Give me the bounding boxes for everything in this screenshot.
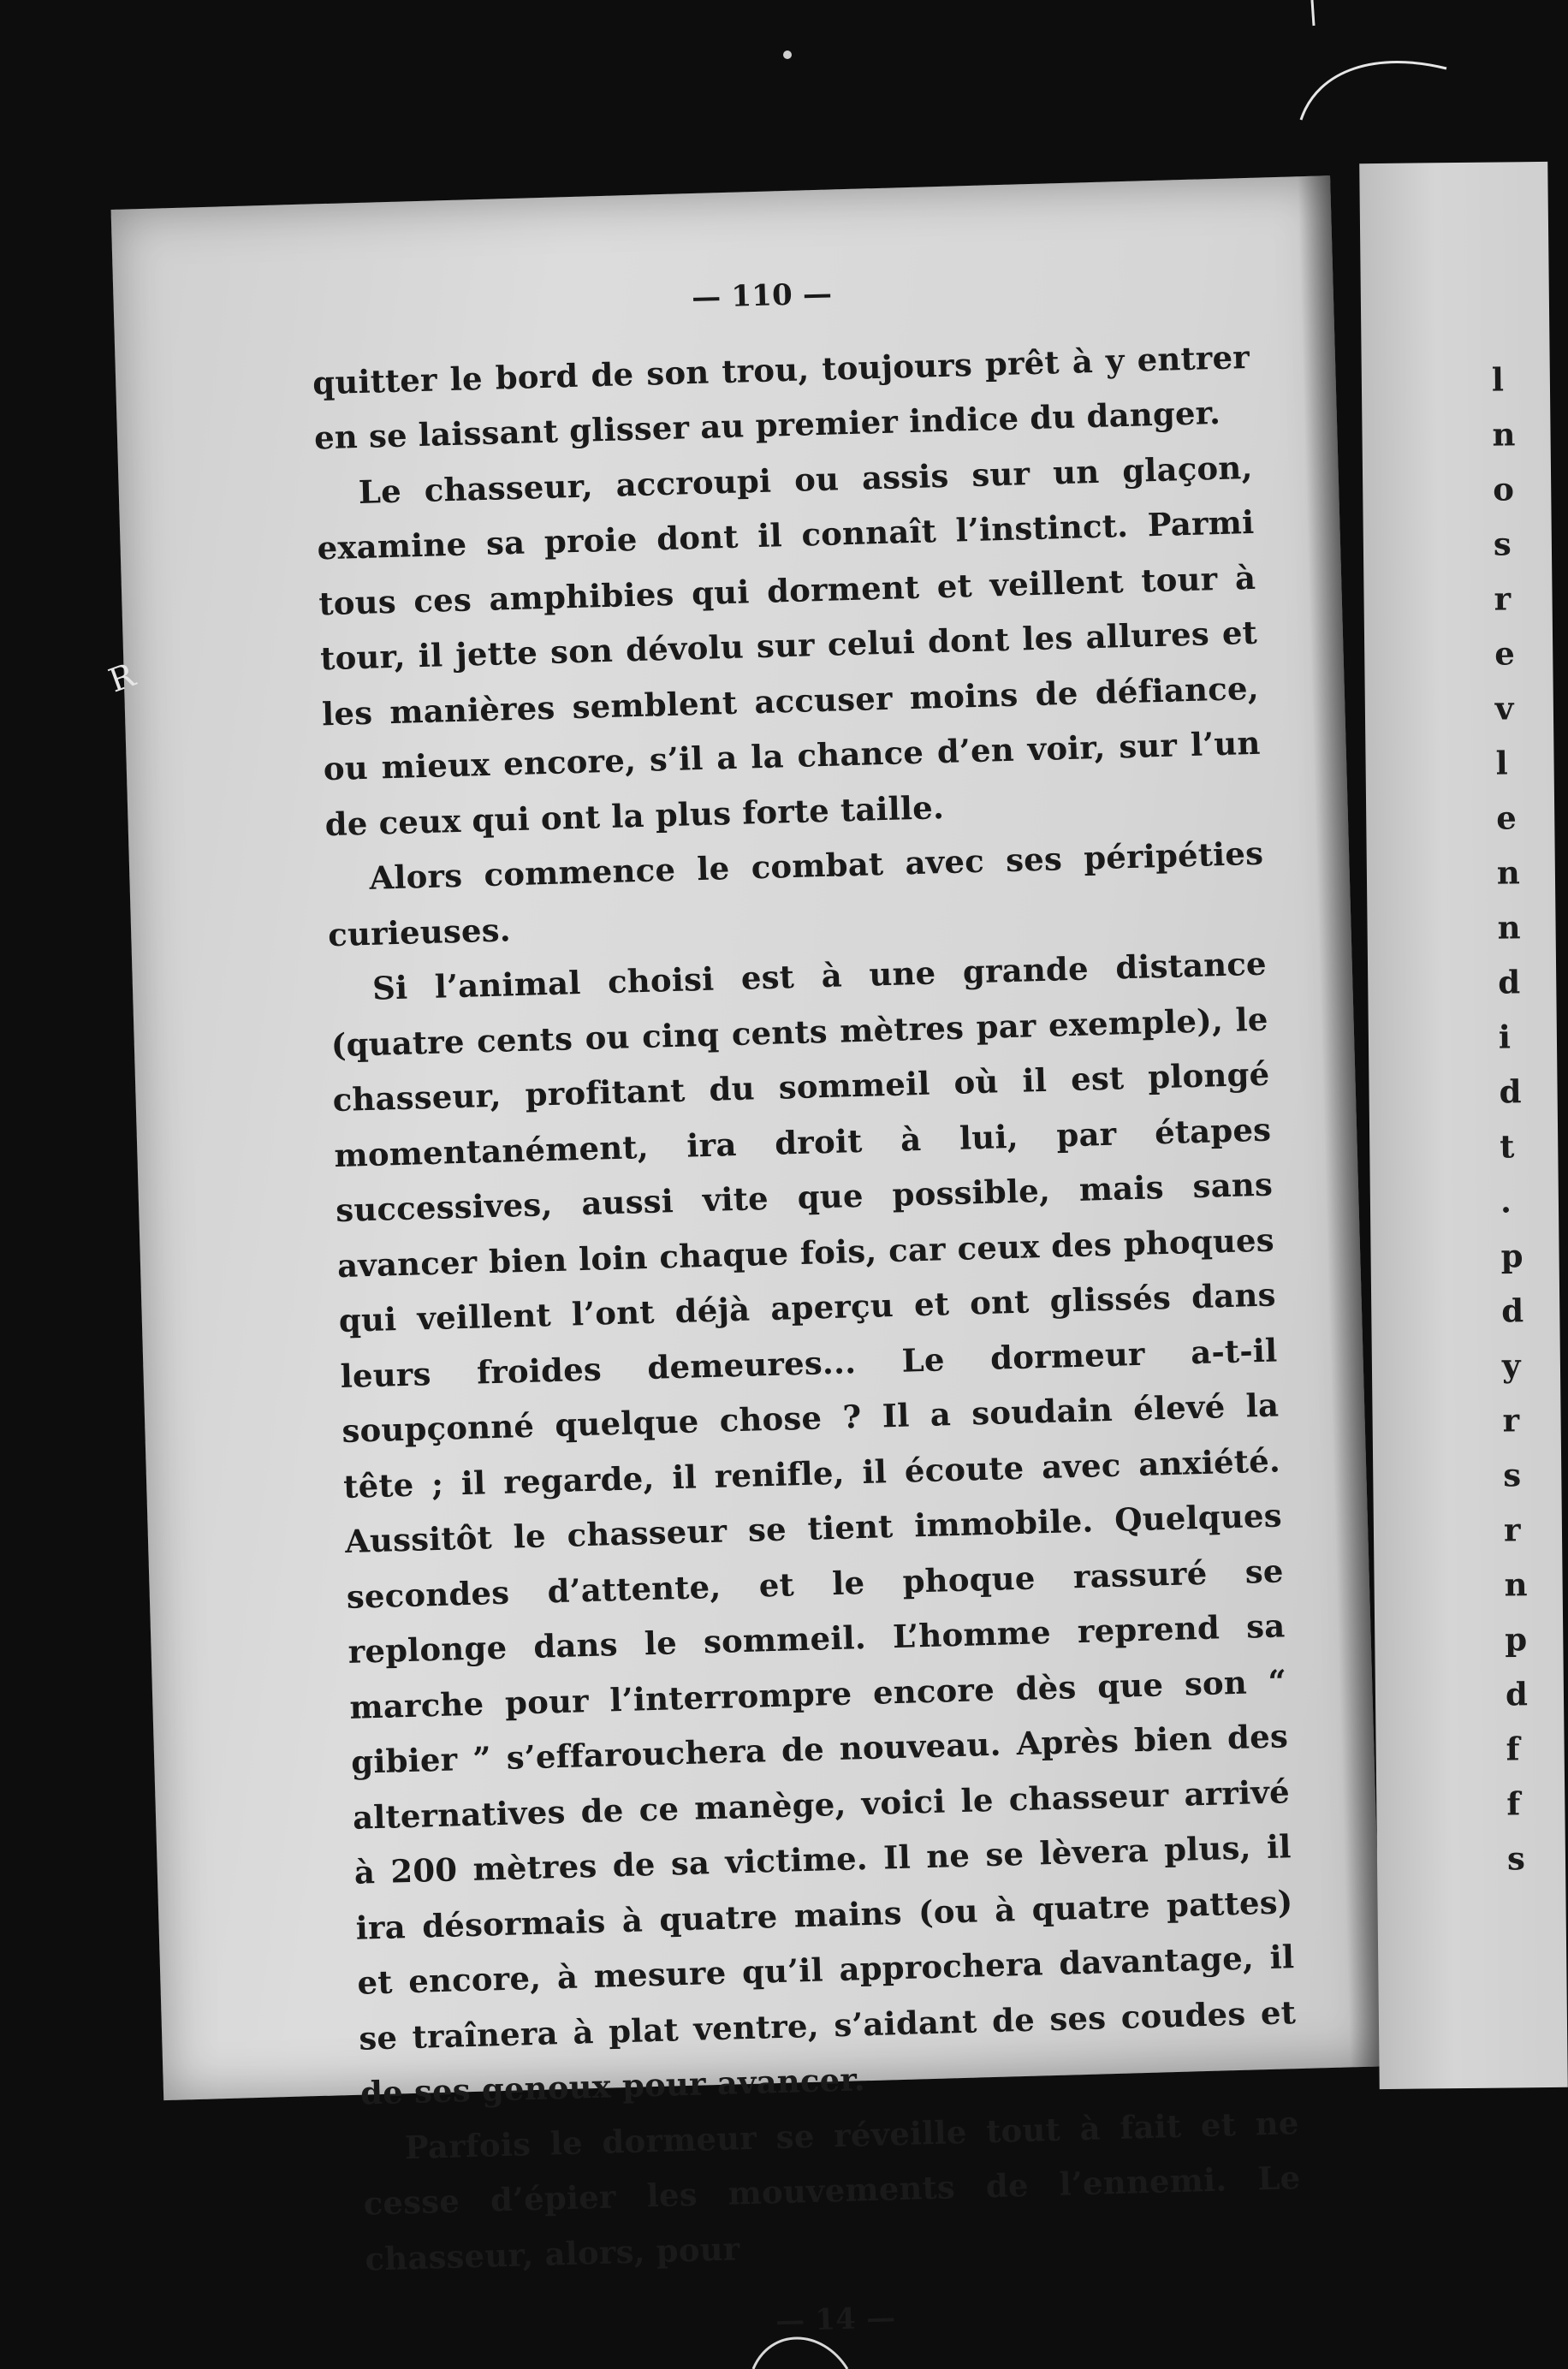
right-page-fragment: d — [1499, 1072, 1522, 1111]
right-page-fragment: l — [1491, 360, 1505, 399]
right-page-fragment: l — [1495, 744, 1508, 782]
top-right-curve-mark — [1301, 62, 1446, 121]
right-page-fragment: s — [1506, 1839, 1526, 1878]
right-page-fragment: s — [1493, 525, 1512, 563]
right-page-fragment: n — [1504, 1565, 1528, 1604]
signature-number: — 14 — — [775, 2301, 896, 2339]
right-page-fragment: t — [1500, 1127, 1515, 1166]
right-page-fragment: d — [1501, 1291, 1524, 1330]
right-page-fragment: r — [1502, 1401, 1520, 1440]
right-page-fragment: p — [1505, 1620, 1528, 1659]
right-page-letters — [1492, 352, 1559, 1886]
paragraph-5: Parfois le dormeur se réveille tout à fait et ne cesse d’épier les mouvements de l’ennemi. Le chasseur, alors, pour — [363, 2103, 1301, 2278]
right-page-fragment: f — [1506, 1784, 1521, 1823]
right-page-fragment: r — [1494, 579, 1512, 618]
right-page-fragment: f — [1506, 1730, 1520, 1768]
right-page-fragment: . — [1500, 1182, 1512, 1220]
right-page-fragment: d — [1505, 1675, 1529, 1713]
right-page-fragment: e — [1494, 634, 1516, 673]
right-page-fragment: n — [1497, 908, 1521, 947]
paragraph-3: Alors commence le combat avec ses péripéties curieuses. — [327, 834, 1264, 953]
right-page-fragment: n — [1492, 415, 1516, 454]
right-page-fragment: d — [1498, 963, 1521, 1001]
margin-mark: R — [104, 656, 140, 700]
page-text-block — [310, 255, 1304, 2360]
right-page-fragment: y — [1501, 1346, 1521, 1385]
top-dust-spot — [783, 50, 792, 59]
right-page-fragment: v — [1494, 689, 1514, 727]
paragraph-2: Le chasseur, accroupi ou assis sur un glaçon, examine sa proie dont il connaît l’instinct. Parmi tous ces amphibies qui dorment et veillent tour à tour, il jette son dévolu sur celui dont les allures et les manières semblent accuser moins de défiance, ou mieux encore, s’il a la chance d’en voir, sur l’un de ceux qui ont la plus forte taille. — [317, 448, 1262, 843]
right-page-edge — [1359, 162, 1568, 2089]
right-page-fragment: i — [1498, 1018, 1512, 1056]
right-page-fragment: o — [1492, 470, 1515, 508]
right-page-fragment: p — [1500, 1237, 1523, 1275]
right-page-fragment: r — [1503, 1511, 1521, 1549]
paragraph-1: quitter le bord de son trou, toujours prêt à y entrer en se laissant glisser au premier indice du danger. — [312, 337, 1250, 457]
right-page-fragment: e — [1496, 799, 1518, 837]
left-page — [111, 175, 1383, 2339]
right-page-fragment: s — [1503, 1456, 1522, 1494]
right-page-fragment: n — [1496, 853, 1521, 892]
top-right-tick-mark — [1312, 0, 1314, 26]
paragraph-4: Si l’animal choisi est à une grande distance (quatre cents ou cinq cents mètres par exemple), le chasseur, profitant du sommeil où il est plongé momentanément, ira droit à lui, par étapes successives, aussi vite que possible, mais sans avancer bien loin chaque fois, car ceux des phoques qui veillent l’ont déjà aperçu et ont glissés dans leurs froides demeures... Le dormeur a-t-il soupçonné quelque chose ? Il a soudain élevé la tête ; il regarde, il renifle, il écoute avec anxiété. Aussitôt le chasseur se tient immobile. Quelques secondes d’attente, et le phoque rassuré se replonge dans le sommeil. L’homme reprend sa marche pour l’interrompre encore dès que son “ gibier ” s’effarouchera de nouveau. Après bien des alternatives de ce manège, voici le chasseur arrivé à 200 mètres de sa victime. Il ne se lèvera plus, il ira désormais à quatre mains (ou à quatre pattes) et encore, à mesure qu’il approchera davantage, il se traînera à plat ventre, s’aidant de ses coudes et de ses genoux pour avancer. — [330, 944, 1297, 2112]
page-folio: — 110 — — [691, 276, 833, 316]
